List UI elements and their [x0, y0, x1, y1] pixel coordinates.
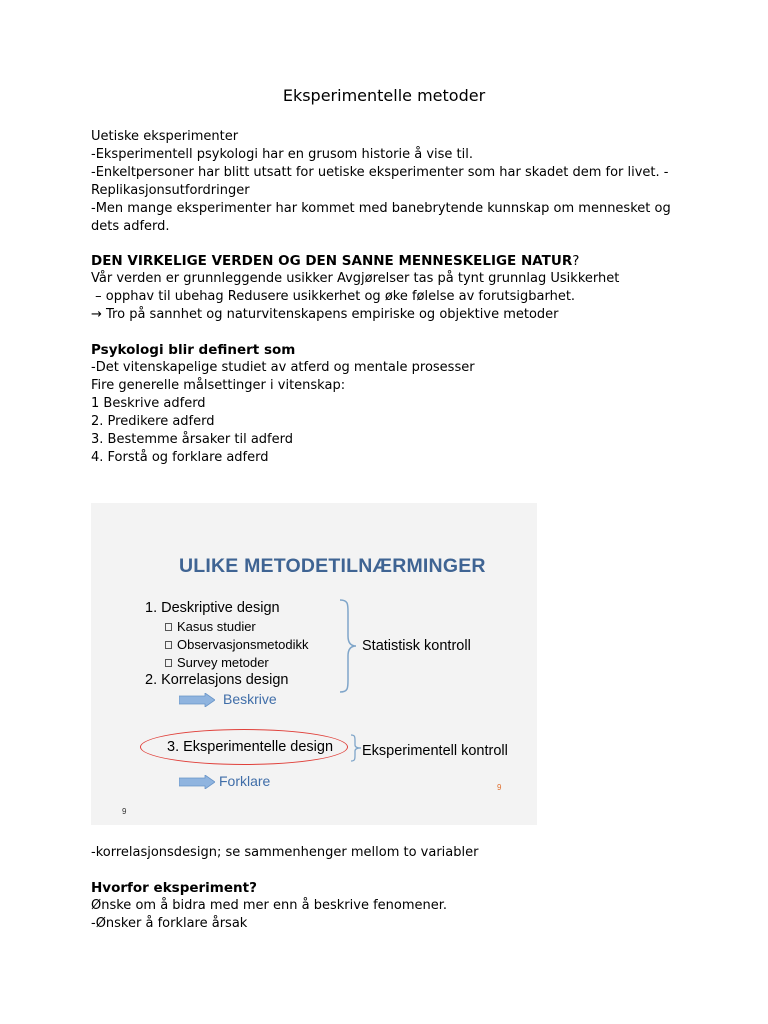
curly-brace-icon: [338, 598, 358, 694]
text-line: -Men mange eksperimenter har kommet med banebrytende kunnskap om mennesket og: [91, 201, 671, 216]
document-title: Eksperimentelle metoder: [282, 86, 486, 105]
text-line: -Ønsker å forklare årsak: [91, 916, 248, 931]
section-heading: [91, 252, 691, 270]
slide-label-statistical-control: Statistisk kontroll: [362, 638, 471, 654]
arrow-right-icon: [179, 693, 215, 707]
section-real-world: [91, 252, 691, 324]
slide-item-descriptive: 1. Deskriptive design: [145, 600, 280, 616]
section-psychology-definition: [91, 341, 691, 467]
heading-suffix: ?: [572, 253, 580, 269]
slide-subitem: Survey metoder: [177, 655, 269, 670]
text-line: Ønske om å bidra med mer enn å beskrive fenomener.: [91, 898, 448, 913]
text-line: → Tro på sannhet og naturvitenskapens empiriske og objektive metoder: [91, 307, 559, 322]
slide-title: ULIKE METODETILNÆRMINGER: [179, 555, 486, 577]
text-line: Vår verden er grunnleggende usikker Avgjørelser tas på tynt grunnlag Usikkerhet: [91, 271, 620, 286]
bullet-icon: [165, 641, 172, 649]
text-line: Uetiske eksperimenter: [91, 129, 239, 144]
bullet-icon: [165, 659, 172, 667]
slide-arrow-label-describe: Beskrive: [223, 691, 277, 707]
section-correlation-note: [91, 844, 691, 862]
heading-text: DEN VIRKELIGE VERDEN OG DEN SANNE MENNESKELIGE NATUR: [91, 253, 573, 269]
curly-brace-icon: [349, 733, 363, 763]
text-line: dets adferd.: [91, 219, 170, 234]
bullet-icon: [165, 623, 172, 631]
section-heading: Psykologi blir definert som: [91, 342, 296, 358]
text-line: -Eksperimentell psykologi har en grusom historie å vise til.: [91, 147, 473, 162]
text-line: Fire generelle målsettinger i vitenskap:: [91, 378, 346, 393]
text-line: 1 Beskrive adferd: [91, 396, 206, 411]
arrow-right-icon: [179, 775, 215, 789]
text-line: 3. Bestemme årsaker til adferd: [91, 432, 293, 447]
slide-arrow-label-explain: Forklare: [219, 773, 271, 789]
text-line: -korrelasjonsdesign; se sammenhenger mellom to variabler: [91, 845, 479, 860]
slide-page-number: 9: [122, 807, 127, 816]
section-why-experiment: [91, 879, 691, 933]
slide-item-correlation: 2. Korrelasjons design: [145, 672, 289, 688]
text-line: -Enkeltpersoner har blitt utsatt for uetiske eksperimenter som har skadet dem for livet. -: [91, 165, 669, 180]
slide-subitem: Observasjonsmetodikk: [177, 637, 309, 652]
text-line: Replikasjonsutfordringer: [91, 183, 250, 198]
text-line: 2. Predikere adferd: [91, 414, 215, 429]
slide-subitem: Kasus studier: [177, 619, 256, 634]
section-unethical-experiments: [91, 128, 691, 236]
section-heading: Hvorfor eksperiment?: [91, 880, 257, 896]
text-line: 4. Forstå og forklare adferd: [91, 450, 269, 465]
slide-page-number: 9: [497, 783, 502, 792]
slide-label-experimental-control: Eksperimentell kontroll: [362, 743, 508, 759]
embedded-slide: [91, 503, 537, 825]
text-line: -Det vitenskapelige studiet av atferd og mentale prosesser: [91, 360, 475, 375]
text-line: – opphav til ubehag Redusere usikkerhet og øke følelse av forutsigbarhet.: [91, 289, 576, 304]
slide-item-experimental: 3. Eksperimentelle design: [167, 739, 334, 755]
